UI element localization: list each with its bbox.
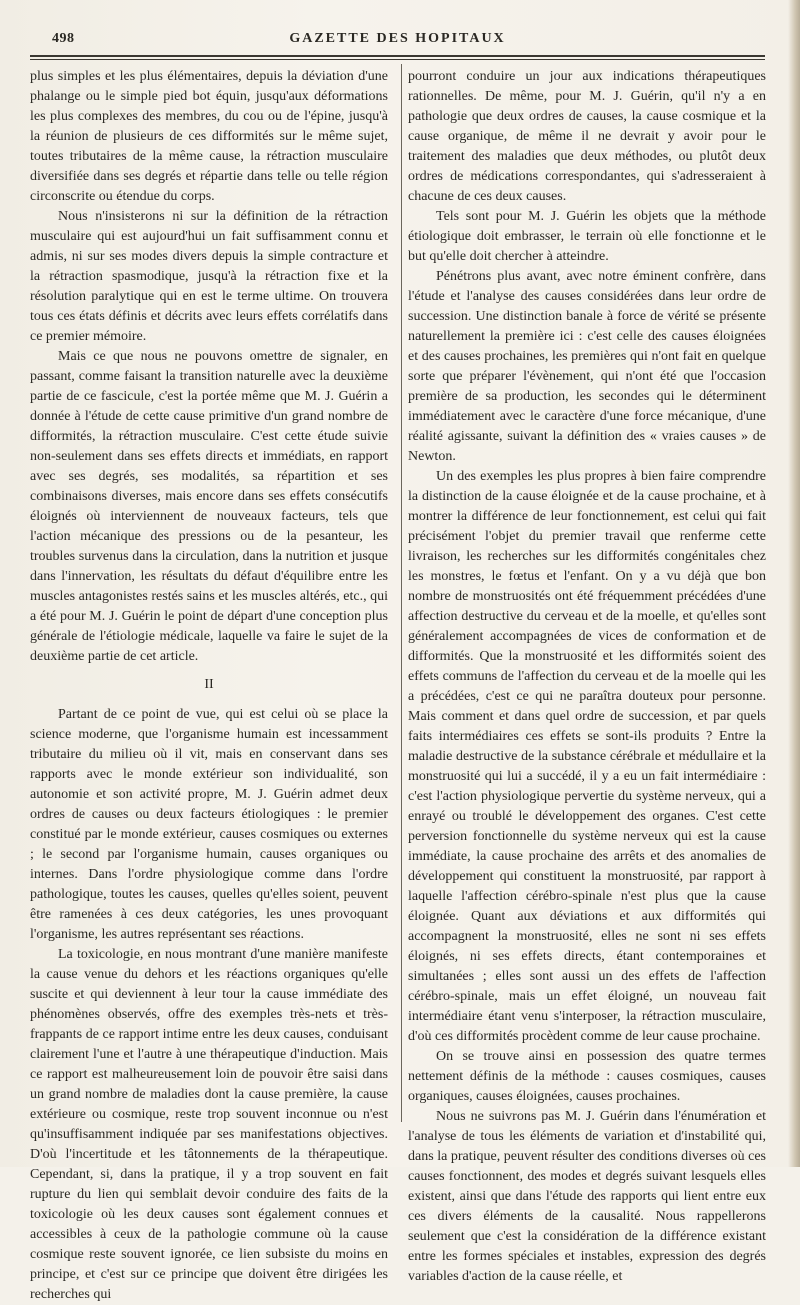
header-rule-thick [30,55,765,57]
paragraph: plus simples et les plus élémentaires, depuis la déviation d'une phalange ou le simple pied bot équin, jusqu'aux déformations les plus complexes des membres, du cou ou de l'épine, jusqu'à la réunion de plusieurs de ces difformités sur le même sujet, toutes tributaires de la même cause, la rétraction musculaire diversifiée dans ses degrés et répartie dans telle ou telle région circonscrite ou étendue du corps. [30,69,388,204]
page-edge-shadow [788,0,800,1167]
right-column [408,67,766,1287]
paragraph: Nous n'insisterons ni sur la définition de la rétraction musculaire qui est aujourd'hui un fait suffisamment connu et admis, ni sur ses modes divers depuis la simple contracture et la rétraction spasmodique, jusqu'à la rétraction fixe et la résolution paralytique qui en est le terme ultime. On trouvera tous ces états définis et décrits avec leurs effets corrélatifs dans ce premier mémoire. [30,209,388,344]
column-divider [401,64,402,1122]
paragraph: La toxicologie, en nous montrant d'une manière manifeste la cause venue du dehors et les réactions organiques qu'elle suscite et qui deviennent à leur tour la cause immédiate des phénomènes observés, offre des exemples très-nets et très-frappants de ce rapport intime entre les deux causes, conduisant clairement l'une et l'autre à une thérapeutique d'induction. Mais ce rapport est malheureusement loin de pouvoir être saisi dans un grand nombre de maladies dont la cause première, la cause extérieure ou cosmique, reste trop souvent inconnue ou n'est qu'insuffisamment indiquée par ses manifestations objectives. D'où l'incertitude et les tâtonnements de la thérapeutique. Cependant, si, dans la pratique, il y a trop souvent en fait rupture du lien qui semblait devoir conduire des faits de la toxicologie où les deux causes sont également connues et accessibles à ceux de la pathologie commune où la cause cosmique reste souvent ignorée, ce lien subsiste du moins en principe, et c'est sur ce principe que doivent être dirigées les recherches qui [30,947,388,1302]
journal-title: GAZETTE DES HOPITAUX [289,31,506,46]
page-header [30,28,765,50]
left-column [30,67,388,1305]
paragraph: pourront conduire un jour aux indications thérapeutiques rationnelles. De même, pour M. J. Guérin, qu'il n'y a en pathologie que deux ordres de causes, la cause cosmique et la cause organique, de même il ne devrait y avoir pour le traitement des maladies que deux méthodes, ou plutôt deux ordres de médications correspondantes, qui s'adresseraient à chacune de ces deux causes. [408,69,766,204]
paragraph: Pénétrons plus avant, avec notre éminent confrère, dans l'étude et l'analyse des causes considérées dans leur ordre de succession. Une distinction banale à force de vérité se présente naturellement la première ici : c'est celle des causes éloignées et des causes prochaines, les premières qui n'ont fait en quelque sorte que préparer l'évènement, qui n'ont été que l'occasion première de sa production, les secondes qui le déterminent immédiatement avec le caractère d'une force mécanique, d'une réalité agissante, suivant la définition des « vraies causes » de Newton. [408,269,766,464]
header-rule-thin [30,59,765,60]
paragraph: Tels sont pour M. J. Guérin les objets que la méthode étiologique doit embrasser, le terrain où elle fonctionne et le but qu'elle doit chercher à atteindre. [408,209,766,264]
page-number: 498 [52,31,75,46]
paragraph: Mais ce que nous ne pouvons omettre de signaler, en passant, comme faisant la transition naturelle avec la deuxième partie de ce fascicule, c'est la portée même que M. J. Guérin a donnée à l'étude de cette cause primitive d'un grand nombre de difformités, la rétraction musculaire. C'est cette étude suivie non-seulement dans ses effets directs et immédiats, en rapport avec ses degrés, ses modalités, sa répartition et ses combinaisons diverses, mais encore dans ses effets consécutifs éloignés où interviennent de nouveaux facteurs, tels que l'action mécanique des pressions ou de la pesanteur, les troubles survenus dans la circulation, dans la nutrition et jusque dans l'innervation, les résultats du défaut d'équilibre entre les muscles antagonistes restés sains et les muscles altérés, etc., qui a été pour M. J. Guérin le point de départ d'une conception plus générale de l'étiologie médicale, laquelle va faire le sujet de la deuxième partie de cet article. [30,349,388,664]
paragraph: Un des exemples les plus propres à bien faire comprendre la distinction de la cause éloignée et de la cause prochaine, et à montrer la différence de leur fonctionnement, est celui qui fait précisément l'objet du premier travail que renferme cette livraison, les recherches sur les difformités congénitales chez les monstres, le fœtus et l'enfant. On y a vu déjà que bon nombre de monstruosités ont été fréquemment précédées d'une affection destructive du cerveau et de la moelle, et qu'elles sont généralement accompagnées de vices de conformation et de difformités. Que la monstruosité et les difformités soient des effets communs de l'affection du cerveau et de la moelle qui les a précédées, c'est ce qui ne paraîtra douteux pour personne. Mais comment et dans quel ordre de succession, et par quels faits intermédiaires ces effets se sont-ils produits ? Entre la maladie destructive de la substance cérébrale et médullaire et la monstruosité qui lui a succédé, il y a eu un fait intermédiaire : c'est l'action physiologique pervertie du système nerveux, qui a enrayé ou troublé le développement des organes. C'est cette perversion fonctionnelle du système nerveux qui est la cause immédiate, la cause prochaine des arrêts et des anomalies de développement qui constituent la monstruosité, par rapport à laquelle l'affection cérébro-spinale n'est plus que la cause éloignée. Quant aux déviations et aux difformités qui accompagnent la monstruosité, elles ne sont ni ses effets éloignés, ni ses effets directs, étant contemporaines et simultanées ; elles sont aussi un des effets de l'affection cérébro-spinale, mais un effet éloigné, un nouveau fait intermédiaire étant venu s'interposer, la rétraction musculaire, d'où ces difformités procèdent comme de leur cause prochaine. [408,469,766,1044]
section-heading: II [204,677,214,692]
paragraph: On se trouve ainsi en possession des quatre termes nettement définis de la méthode : causes cosmiques, causes organiques, causes éloignées, causes prochaines. [408,1049,766,1104]
paragraph: Partant de ce point de vue, qui est celui où se place la science moderne, que l'organisme humain est incessamment tributaire du milieu où il vit, mais en conservant dans ses rapports avec le monde extérieur son individualité, son autonomie et son activité propre, M. J. Guérin admet deux ordres de causes ou deux facteurs étiologiques : le premier constitué par le monde extérieur, causes cosmiques ou externes ; le second par l'organisme humain, causes organiques ou internes. Dans l'ordre physiologique comme dans l'ordre pathologique, toutes les causes, quelles qu'elles soient, peuvent être ramenées à ces deux catégories, les unes provoquant l'organisme, les autres représentant ses réactions. [30,707,388,942]
paragraph: Nous ne suivrons pas M. J. Guérin dans l'énumération et l'analyse de tous les éléments de variation et d'instabilité qui, dans la pratique, peuvent résulter des conditions diverses où ces causes fonctionnent, des modes et degrés suivant lesquels elles existent, ainsi que dans l'étude des rapports qui lient entre eux ces divers éléments de la causalité. Nous rappellerons seulement que c'est la considération de la différence existant entre les formes spéciales et instables, expression des degrés variables d'action de la cause réelle, et [408,1109,766,1284]
